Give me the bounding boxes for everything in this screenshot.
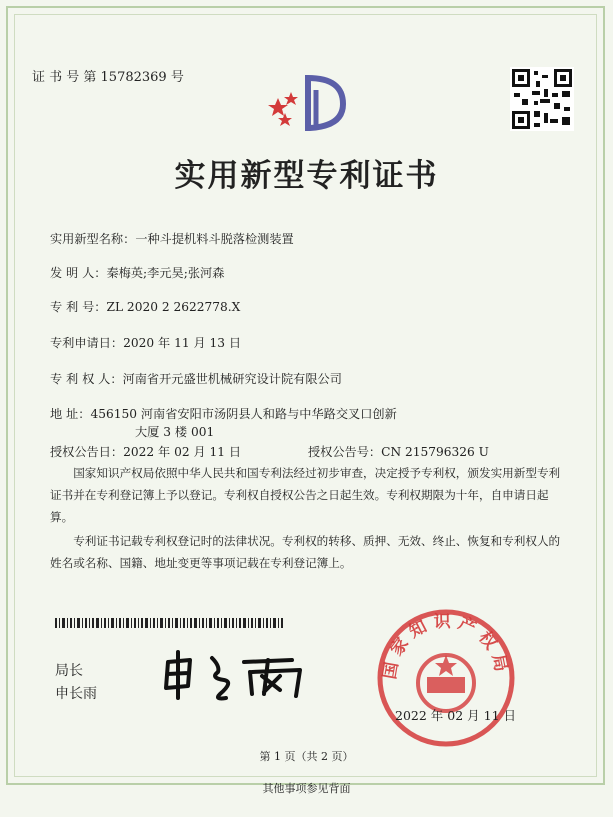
- barcode-icon: [55, 618, 285, 628]
- inventor-row: [50, 264, 224, 281]
- grant-date-value: 2022 年 02 月 11 日: [123, 445, 242, 459]
- patent-number-value: ZL 2020 2 2622778.X: [106, 300, 241, 314]
- cnipa-logo-icon: [258, 70, 358, 134]
- legal-status-paragraph: 专利证书记载专利权登记时的法律状况。专利权的转移、质押、无效、终止、恢复和专利权人的姓名或名称、国籍、地址变更等事项记载在专利登记簿上。: [50, 534, 561, 570]
- address-row: [50, 405, 397, 422]
- certificate-title: 实用新型专利证书: [174, 158, 439, 194]
- grant-number-row: [308, 443, 489, 460]
- patent-number-label: 专 利 号：: [50, 300, 107, 314]
- application-date-value: 2020 年 11 月 13 日: [123, 336, 242, 350]
- application-date-label: 专利申请日：: [50, 336, 124, 350]
- back-notice: 其他事项参见背面: [262, 782, 351, 795]
- address-row-continued: [135, 423, 214, 440]
- patentee-row: [50, 370, 342, 387]
- utility-model-name-label: 实用新型名称：: [50, 232, 136, 246]
- page-indicator: 第 1 页（共 2 页）: [259, 750, 354, 763]
- patentee-label: 专 利 权 人：: [50, 372, 123, 386]
- director-signature-icon: [160, 648, 310, 703]
- grant-date-label: 授权公告日：: [50, 445, 124, 459]
- grant-statement-paragraph: 国家知识产权局依照中华人民共和国专利法经过初步审查，决定授予专利权，颁发实用新型专利证书并在专利登记簿上予以登记。专利权自授权公告之日起生效。专利权期限为十年，自申请日起算。: [50, 466, 561, 524]
- utility-model-name-value: 一种斗提机料斗脱落检测装置: [135, 232, 294, 246]
- application-date-row: [50, 334, 241, 351]
- director-name: 申长雨: [55, 686, 97, 702]
- address-label: 地 址：: [50, 407, 91, 421]
- seal-text: 国家知识产权局: [379, 611, 512, 681]
- inventor-value: 秦梅英;李元昊;张河森: [106, 266, 225, 280]
- director-title: 局长: [55, 663, 83, 679]
- inventor-label: 发 明 人：: [50, 266, 107, 280]
- qr-code-icon: [510, 67, 574, 131]
- grant-date-row: [50, 443, 241, 460]
- utility-model-name-row: [50, 230, 294, 247]
- grant-number-label: 授权公告号：: [308, 445, 382, 459]
- grant-number-value: CN 215796326 U: [381, 445, 489, 459]
- address-value-line1: 456150 河南省安阳市汤阴县人和路与中华路交叉口创新: [90, 407, 397, 421]
- address-value-line2: 大厦 3 楼 001: [135, 425, 215, 439]
- patent-number-row: [50, 298, 240, 315]
- official-seal-icon: [375, 607, 517, 749]
- patentee-value: 河南省开元盛世机械研究设计院有限公司: [122, 372, 342, 386]
- seal-date: 2022 年 02 月 11 日: [395, 708, 516, 723]
- certificate-number: 证 书 号 第 15782369 号: [32, 70, 184, 85]
